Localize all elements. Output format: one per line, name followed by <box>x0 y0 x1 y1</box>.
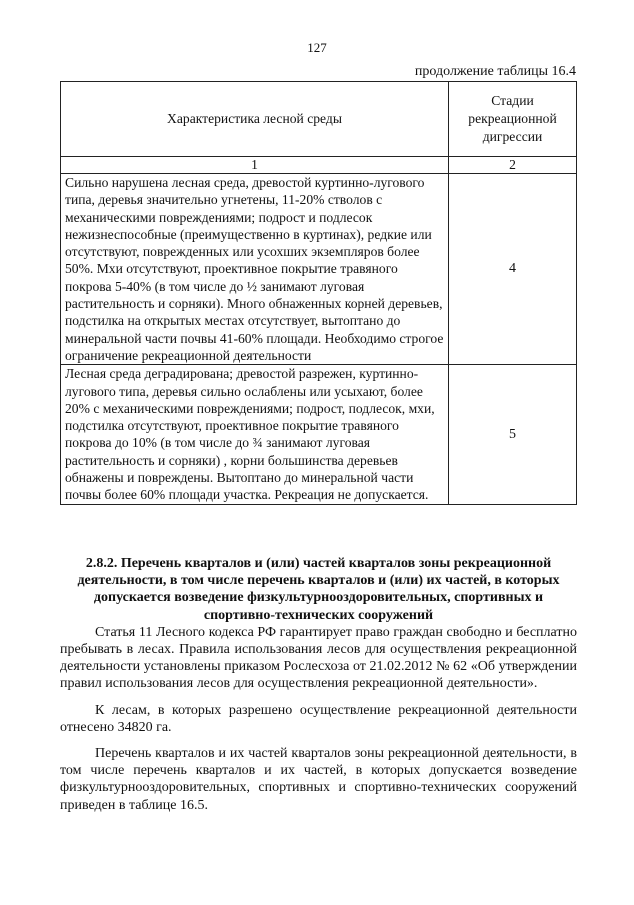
column-number-row <box>61 157 577 174</box>
table-continuation-label: продолжение таблицы 16.4 <box>414 64 576 79</box>
section-recreational-zone <box>60 555 577 814</box>
row-description: Лесная среда деградирована; древостой разрежен, куртинно-лугового типа, деревья сильно ослаблены или усыхают, более 20% с механическими повреждениями; подрост, подлесок, мхи, подстилка отсутствуют, проективное покрытие травяного покрова до 10% (в том числе до ¾ занимают луговая растительность и сорняки) , корни большинства деревьев обнажены и повреждены. Вытоптано до минеральной части почвы более 60% площади участка. Рекреация не допускается. <box>61 365 449 504</box>
paragraph: К лесам, в которых разрешено осуществление рекреационной деятельности отнесено 34820 га. <box>60 702 577 735</box>
paragraph: Перечень кварталов и их частей кварталов зоны рекреационной деятельности, в том числе перечень кварталов и их частей, в которых допускается возведение физкультурнооздоровительных, спортивных и спортивно-технических сооружений приведен в таблице 16.5. <box>60 746 577 813</box>
page-number: 127 <box>307 40 327 55</box>
row-stage: 4 <box>449 174 577 365</box>
column-number-1: 1 <box>61 157 449 174</box>
table-row <box>61 174 577 365</box>
column-header-characteristic: Характеристика лесной среды <box>61 82 449 157</box>
recreational-digression-table <box>60 81 577 505</box>
row-stage: 5 <box>449 365 577 504</box>
table-header-row <box>61 82 577 157</box>
column-header-stage: Стадии рекреационной дигрессии <box>449 82 577 157</box>
paragraph: Статья 11 Лесного кодекса РФ гарантирует право граждан свободно и бесплатно пребывать в лесах. Правила использования лесов для осуществления рекреационной деятельности установлены приказом Рослесхоза от 21.02.2012 № 62 «Об утверждении правил использования лесов для осуществления рекреационной деятельности». <box>60 624 577 692</box>
column-number-2: 2 <box>449 157 577 174</box>
table-row <box>61 365 577 504</box>
section-title: 2.8.2. Перечень кварталов и (или) частей кварталов зоны рекреационной деятельности, в том числе перечень кварталов и (или) их частей, в которых допускается возведение физкультурнооздоровительных, спортивных и спортивно-технических сооружений <box>77 556 560 623</box>
row-description: Сильно нарушена лесная среда, древостой куртинно-лугового типа, деревья значительно угнетены, 11-20% стволов с механическими повреждениями; подрост и подлесок нежизнеспособные (преимущественно в куртинах), редкие или отсутствуют, поврежденных или усохших экземпляров более 50%. Мхи отсутствуют, проективное покрытие травяного покрова 5-40% (в том числе до ½ занимают луговая растительность и сорняки). Много обнаженных корней деревьев, подстилка на открытых местах отсутствует, вытоптано до минеральной части почвы 41-60% площади. Необходимо строгое ограничение рекреационной деятельности <box>61 174 449 365</box>
